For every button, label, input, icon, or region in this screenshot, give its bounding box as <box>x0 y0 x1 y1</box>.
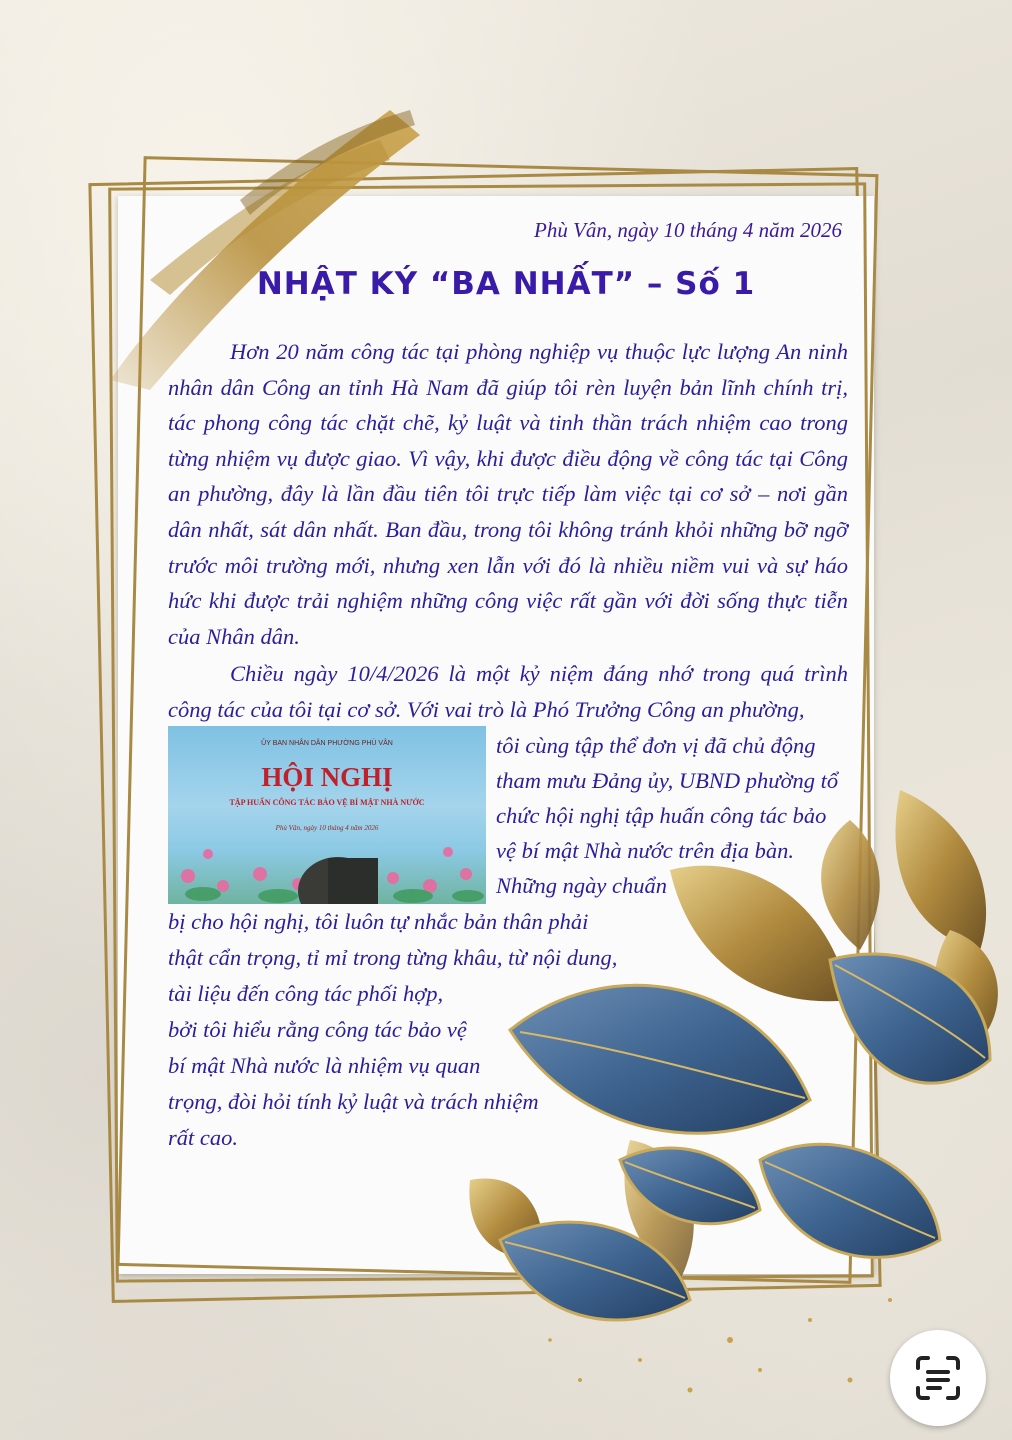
paragraph-2-top: Chiều ngày 10/4/2026 là một kỷ niệm đáng nhớ trong quá trình công tác của tôi tại cơ sở. Với vai trò là Phó Trưởng Công an phường, <box>168 661 848 722</box>
text-scan-button[interactable] <box>890 1330 986 1426</box>
tail-line: bí mật Nhà nước là nhiệm vụ quan <box>168 1053 481 1078</box>
tail-line: bị cho hội nghị, tôi luôn tự nhắc bản thân phải <box>168 909 589 934</box>
tail-line: thật cẩn trọng, tỉ mỉ trong từng khâu, từ nội dung, <box>168 945 618 970</box>
tail-line: tài liệu đến công tác phối hợp, <box>168 981 444 1006</box>
date-line: Phù Vân, ngày 10 tháng 4 năm 2026 <box>534 218 842 242</box>
tail-line: bởi tôi hiểu rằng công tác bảo vệ <box>168 1017 467 1042</box>
paragraph-2-right: tôi cùng tập thể đơn vị đã chủ động tham mưu Đảng ủy, UBND phường tổ chức hội nghị tập huấn công tác bảo vệ bí mật Nhà nước trên địa bàn. Những ngày chuẩn <box>496 733 839 898</box>
page-title: NHẬT KÝ “BA NHẤT” – Số 1 <box>256 266 756 302</box>
photo-title: HỘI NGHỊ <box>261 762 393 792</box>
paragraph-1: Hơn 20 năm công tác tại phòng nghiệp vụ thuộc lực lượng An ninh nhân dân Công an tỉnh Hà Nam đã giúp tôi rèn luyện bản lĩnh chính trị, tác phong công tác chặt chẽ, kỷ luật và tinh thần trách nhiệm cao trong từng nhiệm vụ được giao. Vì vậy, khi được điều động về công tác tại Công an phường, đây là lần đầu tiên tôi trực tiếp làm việc tại cơ sở – nơi gần dân nhất, sát dân nhất. Ban đầu, trong tôi không tránh khỏi những bỡ ngỡ trước môi trường mới, nhưng xen lẫn với đó là nhiều niềm vui và sự háo hức khi được trải nghiệm những công việc rất gần với đời sống thực tiễn của Nhân dân. <box>168 339 848 649</box>
photo-header: ỦY BAN NHÂN DÂN PHƯỜNG PHÙ VÂN <box>261 740 393 747</box>
tail-line: rất cao. <box>168 1125 238 1150</box>
tail-line: trọng, đòi hỏi tính kỷ luật và trách nhiệm <box>168 1089 539 1114</box>
text-scan-icon <box>914 1354 962 1402</box>
photo-subtitle: TẬP HUẤN CÔNG TÁC BẢO VỆ BÍ MẬT NHÀ NƯỚC <box>229 798 425 807</box>
photo-date: Phù Vân, ngày 10 tháng 4 năm 2026 <box>275 824 379 832</box>
